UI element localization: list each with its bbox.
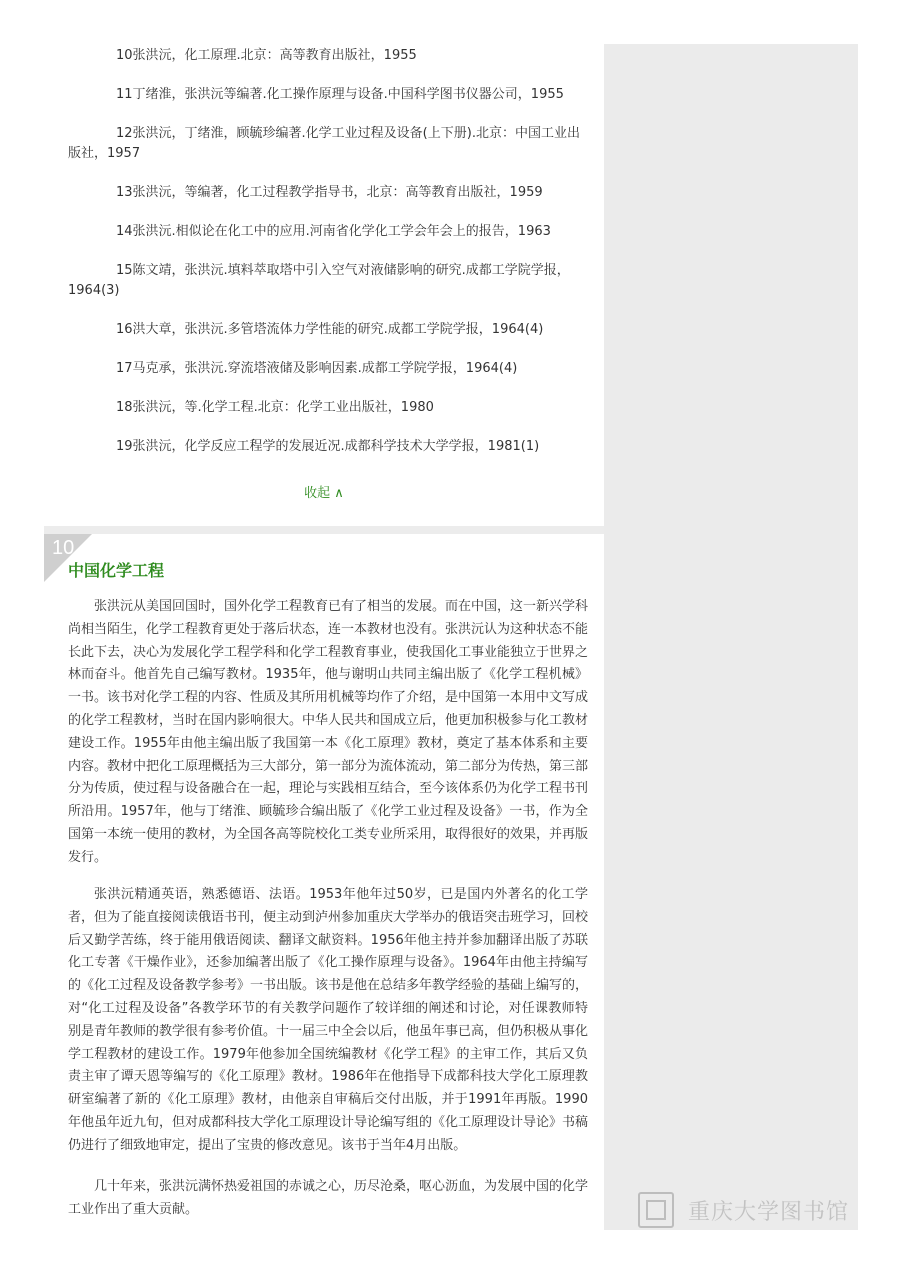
paragraph: 张洪沅精通英语，熟悉德语、法语。1953年他年过50岁，已是国内外著名的化工学者，但为了能直接阅读俄语书刊，便主动到泸州参加重庆大学举办的俄语突击班学习，回校后又勤学苦练，终于能用俄语阅读、翻译文献资料。1956年他主持并参加翻译出版了苏联化工专著《干燥作业》，还参加编著出版了《化工操作原理与设备》。1964年由他主持编写的《化工过程及设备教学参考》一书出版。该书是他在总结多年教学经验的基础上编写的，对“化工过程及设备”各教学环节的有关教学问题作了较详细的阐述和讨论，对任课教师特别是青年教师的教学很有参考价值。十一届三中全会以后，他虽年事已高，但仍积极从事化学工程教材的建设工作。1979年他参加全国统编教材《化学工程》的主审工作，其后又负责主审了谭天恩等编写的《化工原理》教材。1986年在他指导下成都科技大学化工原理教研室编著了新的《化工原理》教材，由他亲自审稿后交付出版，并于1991年再版。1990年他虽年近九旬，但对成都科技大学化工原理设计导论编写组的《化工原理设计导论》书稿仍进行了细致地审定，提出了宝贵的修改意见。该书于当年4月出版。: [68, 887, 589, 1153]
library-watermark: [638, 1192, 849, 1228]
reference-item: 11丁绪淮，张洪沅等编著.化工操作原理与设备.中国科学图书仪器公司，1955: [116, 87, 564, 102]
paragraph: 几十年来，张洪沅满怀热爱祖国的赤诚之心，历尽沧桑，呕心沥血，为发展中国的化学工业作出了重大贡献。: [68, 1179, 589, 1217]
references-card: [44, 44, 604, 526]
collapse-button[interactable]: 收起 ∧: [304, 486, 344, 501]
section-divider: [44, 526, 604, 534]
reference-item: 10张洪沅，化工原理.北京：高等教育出版社，1955: [116, 48, 417, 63]
reference-item: 19张洪沅，化学反应工程学的发展近况.成都科学技术大学学报，1981(1): [116, 439, 540, 454]
reference-item: 12张洪沅，丁绪淮，顾毓珍编著.化学工业过程及设备(上下册).北京：中国工业出版社，1957: [68, 126, 580, 161]
reference-item: 18张洪沅，等.化学工程.北京：化学工业出版社，1980: [116, 400, 434, 415]
side-panel: [604, 44, 858, 1230]
reference-item: 15陈文靖，张洪沅.填料萃取塔中引入空气对液储影响的研究.成都工学院学报，1964(3): [68, 263, 570, 298]
library-name: 重庆大学图书馆: [688, 1199, 850, 1225]
section-title: 中国化学工程: [68, 561, 165, 580]
section-china-chemical-engineering: [44, 534, 604, 1230]
reference-list: [44, 44, 604, 457]
section-number: 10: [52, 537, 75, 559]
reference-item: 17马克承，张洪沅.穿流塔液储及影响因素.成都工学院学报，1964(4): [116, 361, 518, 376]
reference-item: 16洪大章，张洪沅.多管塔流体力学性能的研究.成都工学院学报，1964(4): [116, 322, 544, 337]
paragraph: 张洪沅从美国回国时，国外化学工程教育已有了相当的发展。而在中国，这一新兴学科尚相当陌生，化学工程教育更处于落后状态，连一本教材也没有。张洪沅认为这种状态不能长此下去，决心为发展化学工程学科和化学工程教育事业，使我国化工事业能独立于世界之林而奋斗。他首先自己编写教材。1935年，他与谢明山共同主编出版了《化学工程机械》一书。该书对化学工程的内容、性质及其所用机械等均作了介绍，是中国第一本用中文写成的化学工程教材，当时在国内影响很大。中华人民共和国成立后，他更加积极参与化工教材建设工作。1955年由他主编出版了我国第一本《化工原理》教材，奠定了基本体系和主要内容。教材中把化工原理概括为三大部分，第一部分为流体流动，第二部分为传热，第三部分为传质，使过程与设备融合在一起，理论与实践相互结合，至今该体系仍为化学工程书刊所沿用。1957年，他与丁绪淮、顾毓珍合编出版了《化学工业过程及设备》一书，作为全国第一本统一使用的教材，为全国各高等院校化工类专业所采用，取得很好的效果，并再版发行。: [68, 599, 589, 865]
library-seal-icon: [638, 1192, 674, 1228]
reference-item: 14张洪沅.相似论在化工中的应用.河南省化学化工学会年会上的报告，1963: [116, 224, 551, 239]
reference-item: 13张洪沅，等编著，化工过程教学指导书，北京：高等教育出版社，1959: [116, 185, 543, 200]
